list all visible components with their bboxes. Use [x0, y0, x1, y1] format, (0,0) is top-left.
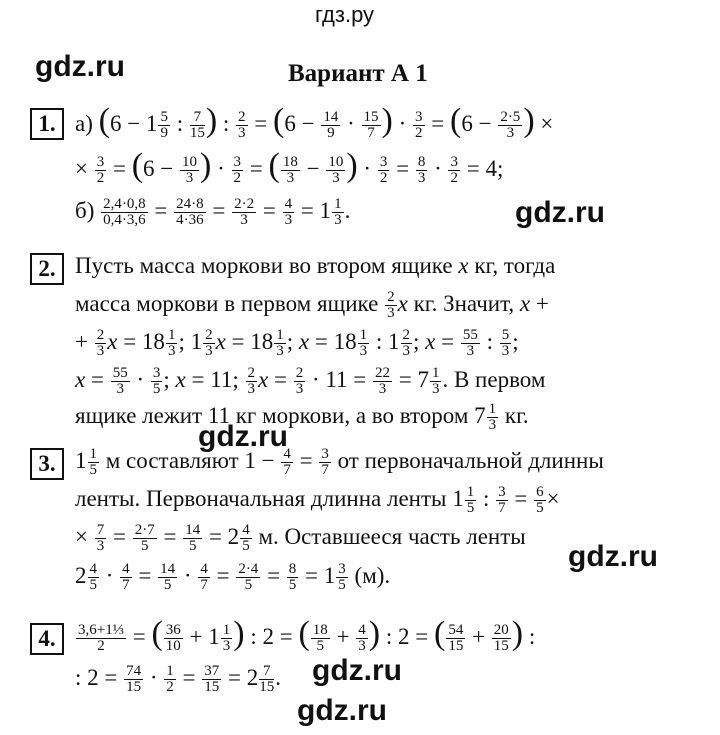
task-number: 2.	[30, 253, 64, 285]
watermark: gdz.ru	[515, 196, 605, 229]
task-number: 4.	[30, 623, 64, 655]
site-header: гдз.ру	[315, 2, 375, 27]
page-title: Вариант А 1	[288, 60, 428, 87]
task-1	[30, 108, 64, 140]
task-3-line-2: ленты. Первоначальная длинна ленты 1 $\frac{1}{5}$ : $\frac{3}{7}$ = $\frac{6}{5}$ ×	[75, 484, 560, 517]
task-2-line-2: масса моркови в первом ящике $\frac{2}{3}$ x кг. Значит, x +	[75, 289, 549, 322]
task-3-line-3: × $\frac{7}{3}$ = $\frac{2\cdot 7}{5}$ = $\frac{14}{5}$ = 2 $\frac{4}{5}$ м. Оставшееся часть ленты	[75, 522, 526, 555]
watermark: gdz.ru	[198, 420, 288, 453]
watermark: gdz.ru	[568, 540, 658, 573]
task-1-line-1: а) (6 − 1 $\frac{5}{9}$ : $\frac{7}{15}$ ) : $\frac{2}{3}$ = (6 − $\frac{14}{9}$ · $\frac{15}{7}$ ) · $\frac{3}{2}$ = (6 − $\frac{2\cdot 5}{3}$ ) ×	[75, 102, 554, 142]
task-2	[30, 253, 64, 285]
task-1-line-3: б) $\frac{2,4\cdot 0,8}{0,4\cdot 3,6}$ = $\frac{24\cdot 8}{4\cdot 36}$ = $\frac{2\cdot 2}{3}$ = $\frac{4}{3}$ = 1 $\frac{1}{3}$ .	[75, 196, 351, 229]
task-number: 3.	[30, 448, 64, 480]
watermark: gdz.ru	[312, 654, 402, 687]
task-number: 1.	[30, 108, 64, 140]
task-2-line-3: + $\frac{2}{3}$ x = 18 $\frac{1}{3}$ ; 1 $\frac{2}{3}$ x = 18 $\frac{1}{3}$ ; x = 18 $\frac{1}{3}$ : 1 $\frac{2}{3}$ ; x = $\frac{55}{3}$ : $\frac{5}{3}$ ;	[75, 327, 519, 360]
task-4-line-1: $\frac{\text{3,6+1⅓}}{2}$ = ( $\frac{36}{10}$ + 1 $\frac{1}{3}$ ) : 2 = ( $\frac{18}{5}$ + $\frac{4}{3}$ ) : 2 = ( $\frac{54}{15}$ + $\frac{20}{15}$ ) :	[78, 615, 536, 655]
watermark: gdz.ru	[35, 50, 125, 83]
task-2-line-4: x = $\frac{55}{3}$ · $\frac{3}{5}$ ; x = 11; $\frac{2}{3}$ x = $\frac{2}{3}$ · 11 = $\frac{22}{3}$ = 7 $\frac{1}{3}$ . В первом	[75, 365, 546, 398]
task-3-line-1: 1 $\frac{1}{5}$ м составляют 1 − $\frac{4}{7}$ = $\frac{3}{7}$ от первоначальной длинны	[75, 446, 604, 479]
task-3-line-4: 2 $\frac{4}{5}$ · $\frac{4}{7}$ = $\frac{14}{5}$ · $\frac{4}{7}$ = $\frac{2\cdot 4}{5}$ = $\frac{8}{5}$ = 1 $\frac{3}{5}$ (м).	[75, 561, 391, 594]
task-1-line-2: × $\frac{3}{2}$ = (6 − $\frac{10}{3}$ ) · $\frac{3}{2}$ = ( $\frac{18}{3}$ − $\frac{10}{3}$ ) · $\frac{3}{2}$ = $\frac{8}{3}$ · $\frac{3}{2}$ = 4;	[75, 147, 504, 187]
watermark: gdz.ru	[297, 694, 387, 727]
task-4	[30, 623, 64, 655]
task-4-line-2: : 2 = $\frac{74}{15}$ · $\frac{1}{2}$ = $\frac{37}{15}$ = 2 $\frac{7}{15}$ .	[75, 663, 282, 696]
task-2-line-5: ящике лежит 11 кг моркови, а во втором 7 $\frac{1}{3}$ кг.	[75, 401, 529, 434]
task-3	[30, 448, 64, 480]
task-2-line-1: Пусть масса моркови во втором ящике x кг, тогда	[75, 253, 556, 278]
